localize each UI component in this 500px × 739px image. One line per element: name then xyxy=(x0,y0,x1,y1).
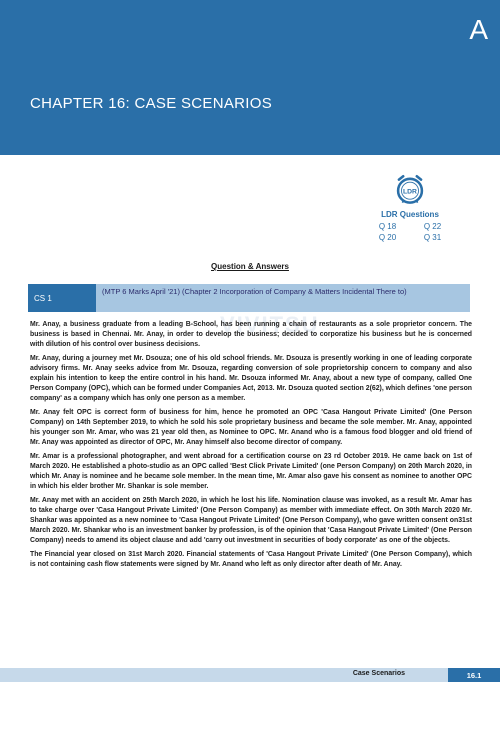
watermark: VIVITSU xyxy=(220,312,320,337)
ldr-question-list xyxy=(365,222,455,242)
header-band xyxy=(0,0,500,155)
ldr-question: Q 20 xyxy=(378,233,397,242)
section-letter: A xyxy=(469,14,488,45)
paragraph: Mr. Anay met with an accident on 25th March 2020, in which he lost his life. Nomination clause was invoked, as a result Mr. Amar has to take charge over 'Casa Hangout Private Limited' (One Person Company) as member with immediate effect. On 30th March 2020 Mr. Shankar was appointed as a new nominee to 'Casa Hangout Private Limited' (One Person Company), who gave written consent on31st March 2020. Mr. Shankar who is an investment banker by profession, is of the opinion that 'Casa Hangout Private Limited' (One Person Company) needs to amend its object clause and add 'carry out investment in securities of body corporate' as one of the objects. xyxy=(30,497,472,544)
footer-bar xyxy=(0,668,500,682)
chapter-title: CHAPTER 16: CASE SCENARIOS xyxy=(30,95,273,112)
ldr-icon-text: LDR xyxy=(403,188,417,196)
ldr-question: Q 18 xyxy=(378,222,397,231)
paragraph: Mr. Anay, a business graduate from a leading B-School, has been running a chain of restaurants as a sole proprietor concern. The business is based in Chennai. Mr. Anay, in order to develop the business; decided to corporatize his business but he is concerned with dilution of his control over business decisions. xyxy=(30,321,472,348)
paragraph: The Financial year closed on 31st March 2020. Financial statements of 'Casa Hangout Private Limited' (One Person Company), which is not containing cash flow statements were signed by Mr. Anand who left as only director after death of Mr. Anay. xyxy=(30,551,472,568)
paragraph: Mr. Amar is a professional photographer, and went abroad for a certification course on 23 rd October 2019. He came back on 1st of March 2020. He established a photo-studio as an OPC called 'Best Click Private Limited' (one Person Company) on 20th March 2020, in which Mr. Anay is nominee and he became sole member. In the mean time, Mr. Amar also gave his consent as nominee to another OPC in which his elder brother Mr. Shankar is sole member. xyxy=(30,453,472,490)
ldr-question: Q 22 xyxy=(423,222,442,231)
footer-label: Case Scenarios xyxy=(352,670,405,677)
case-reference: (MTP 6 Marks April '21) (Chapter 2 Incorporation of Company & Matters Incidental There to) xyxy=(102,287,407,296)
case-body xyxy=(30,320,472,574)
case-bar xyxy=(28,284,470,312)
ldr-title: LDR Questions xyxy=(381,210,439,219)
case-label: CS 1 xyxy=(28,284,96,312)
ldr-question: Q 31 xyxy=(423,233,442,242)
ldr-questions-block xyxy=(365,172,455,242)
qa-heading: Question & Answers xyxy=(211,262,289,271)
paragraph: Mr. Anay, during a journey met Mr. Dsouza; one of his old school friends. Mr. Dsouza is presently working in one of leading corporate advisory firms. Mr. Anay seeks advice from Mr. Dsouza, regarding conversion of sole proprietorship concern to company and also explain his intention to keep the entire control in his hand. Mr. Dsouza informed Mr. Anay, about a new type of company, called One Person Company (OPC), which can be formed under Companies Act, 2013. Mr. Dsouza quoted section 2(62), which defines 'one person company' as a company which has only one person as a member. xyxy=(30,355,472,402)
page-number: 16.1 xyxy=(448,668,500,682)
alarm-clock-icon xyxy=(393,172,427,206)
paragraph: Mr. Anay felt OPC is correct form of business for him, hence he promoted an OPC 'Casa Hangout Private Limited' (One Person Company) on 14th September 2019, to which he sold his sole proprietary business and became the sole member. Mr. Anay, appointed his younger son Mr. Amar, who was 21 year old then, as Nominee to OPC. Mr. Anand who is a famous food blogger and old friend of Mr. Anay was appointed as director of OPC, Mr. Anay himself also become director of company. xyxy=(30,409,472,446)
